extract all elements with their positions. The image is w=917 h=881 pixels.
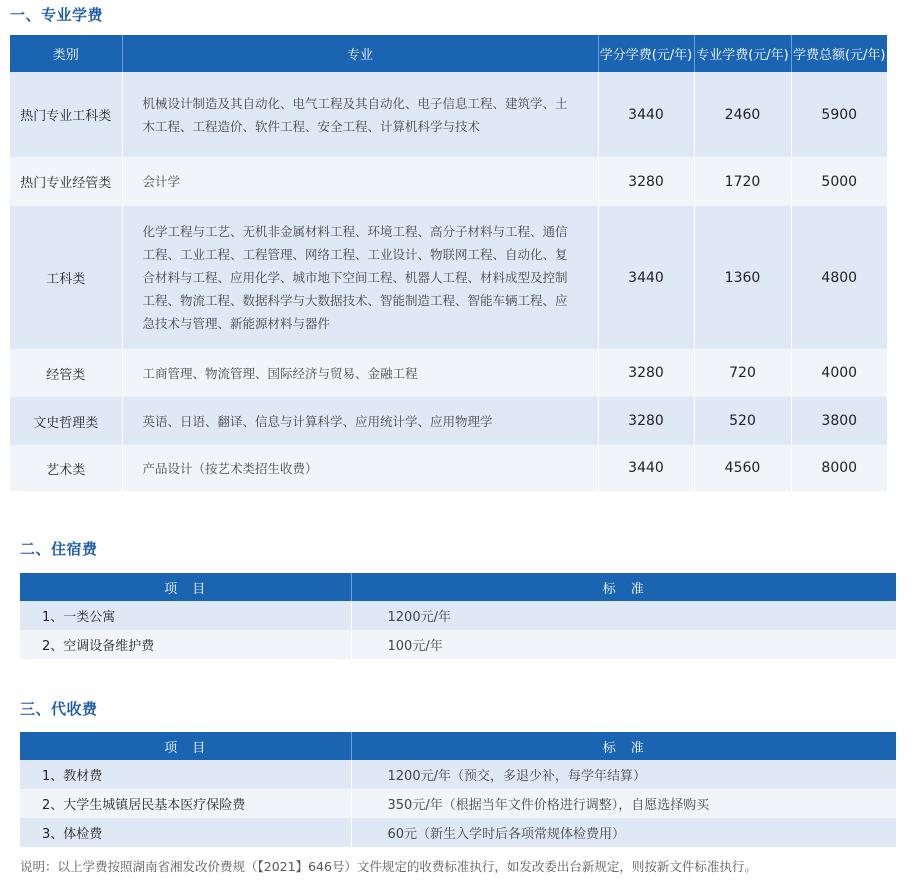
majors-cell: 产品设计（按艺术类招生收费） bbox=[122, 445, 598, 491]
table-row bbox=[10, 445, 887, 491]
table-row bbox=[20, 789, 896, 818]
credit-fee-cell: 3440 bbox=[598, 206, 694, 349]
footnote: 说明：以上学费按照湖南省湘发改价费规（【2021】646号）文件规定的收费标准执行，如发改委出台新规定，则按新文件标准执行。 bbox=[20, 859, 757, 874]
table-row bbox=[20, 818, 896, 847]
header-total-fee: 学费总额(元/年) bbox=[791, 35, 887, 72]
tuition-table bbox=[10, 35, 887, 491]
header-major: 专业 bbox=[122, 35, 598, 72]
item-cell: 1、一类公寓 bbox=[20, 601, 351, 630]
credit-fee-cell: 3280 bbox=[598, 397, 694, 445]
credit-fee-cell: 3440 bbox=[598, 72, 694, 157]
table-row bbox=[20, 601, 896, 630]
dorm-table bbox=[20, 573, 896, 659]
majors-cell: 工商管理、物流管理、国际经济与贸易、金融工程 bbox=[122, 349, 598, 397]
standard-cell: 1200元/年 bbox=[351, 601, 896, 630]
dorm-header-row bbox=[20, 573, 896, 601]
category-cell: 工科类 bbox=[10, 206, 122, 349]
category-cell: 艺术类 bbox=[10, 445, 122, 491]
major-fee-cell: 520 bbox=[694, 397, 791, 445]
item-cell: 3、体检费 bbox=[20, 818, 351, 847]
section-title-dorm: 二、住宿费 bbox=[20, 540, 98, 558]
credit-fee-cell: 3280 bbox=[598, 157, 694, 206]
category-cell: 热门专业经管类 bbox=[10, 157, 122, 206]
credit-fee-cell: 3440 bbox=[598, 445, 694, 491]
major-fee-cell: 1720 bbox=[694, 157, 791, 206]
majors-cell: 会计学 bbox=[122, 157, 598, 206]
header-major-fee: 专业学费(元/年) bbox=[694, 35, 791, 72]
table-row bbox=[20, 630, 896, 659]
standard-cell: 350元/年（根据当年文件价格进行调整），自愿选择购买 bbox=[351, 789, 896, 818]
section-title-collect: 三、代收费 bbox=[20, 700, 98, 718]
item-cell: 2、空调设备维护费 bbox=[20, 630, 351, 659]
section-title-tuition: 一、专业学费 bbox=[10, 6, 104, 24]
header-standard: 标 准 bbox=[351, 573, 896, 601]
header-credit-fee: 学分学费(元/年) bbox=[598, 35, 694, 72]
collect-table bbox=[20, 732, 896, 847]
item-cell: 2、大学生城镇居民基本医疗保险费 bbox=[20, 789, 351, 818]
major-fee-cell: 720 bbox=[694, 349, 791, 397]
standard-cell: 100元/年 bbox=[351, 630, 896, 659]
majors-cell: 英语、日语、翻译、信息与计算科学、应用统计学、应用物理学 bbox=[122, 397, 598, 445]
table-row bbox=[10, 349, 887, 397]
total-fee-cell: 8000 bbox=[791, 445, 887, 491]
category-cell: 文史哲理类 bbox=[10, 397, 122, 445]
header-standard: 标 准 bbox=[351, 732, 896, 760]
tuition-header-row bbox=[10, 35, 887, 72]
total-fee-cell: 4800 bbox=[791, 206, 887, 349]
header-item: 项 目 bbox=[20, 732, 351, 760]
table-row bbox=[10, 157, 887, 206]
standard-cell: 1200元/年（预交，多退少补，每学年结算） bbox=[351, 760, 896, 789]
table-row bbox=[20, 760, 896, 789]
header-category: 类别 bbox=[10, 35, 122, 72]
total-fee-cell: 4000 bbox=[791, 349, 887, 397]
category-cell: 经管类 bbox=[10, 349, 122, 397]
total-fee-cell: 5900 bbox=[791, 72, 887, 157]
major-fee-cell: 2460 bbox=[694, 72, 791, 157]
header-item: 项 目 bbox=[20, 573, 351, 601]
credit-fee-cell: 3280 bbox=[598, 349, 694, 397]
majors-cell: 化学工程与工艺、无机非金属材料工程、环境工程、高分子材料与工程、通信工程、工业工程、工程管理、网络工程、工业设计、物联网工程、自动化、复合材料与工程、应用化学、城市地下空间工程、机器人工程、材料成型及控制工程、物流工程、数据科学与大数据技术、智能制造工程、智能车辆工程、应急技术与管理、新能源材料与器件 bbox=[122, 206, 598, 349]
table-row bbox=[10, 397, 887, 445]
total-fee-cell: 5000 bbox=[791, 157, 887, 206]
major-fee-cell: 1360 bbox=[694, 206, 791, 349]
table-row bbox=[10, 206, 887, 349]
major-fee-cell: 4560 bbox=[694, 445, 791, 491]
standard-cell: 60元（新生入学时后各项常规体检费用） bbox=[351, 818, 896, 847]
total-fee-cell: 3800 bbox=[791, 397, 887, 445]
table-row bbox=[10, 72, 887, 157]
item-cell: 1、教材费 bbox=[20, 760, 351, 789]
category-cell: 热门专业工科类 bbox=[10, 72, 122, 157]
majors-cell: 机械设计制造及其自动化、电气工程及其自动化、电子信息工程、建筑学、土木工程、工程造价、软件工程、安全工程、计算机科学与技术 bbox=[122, 72, 598, 157]
collect-header-row bbox=[20, 732, 896, 760]
